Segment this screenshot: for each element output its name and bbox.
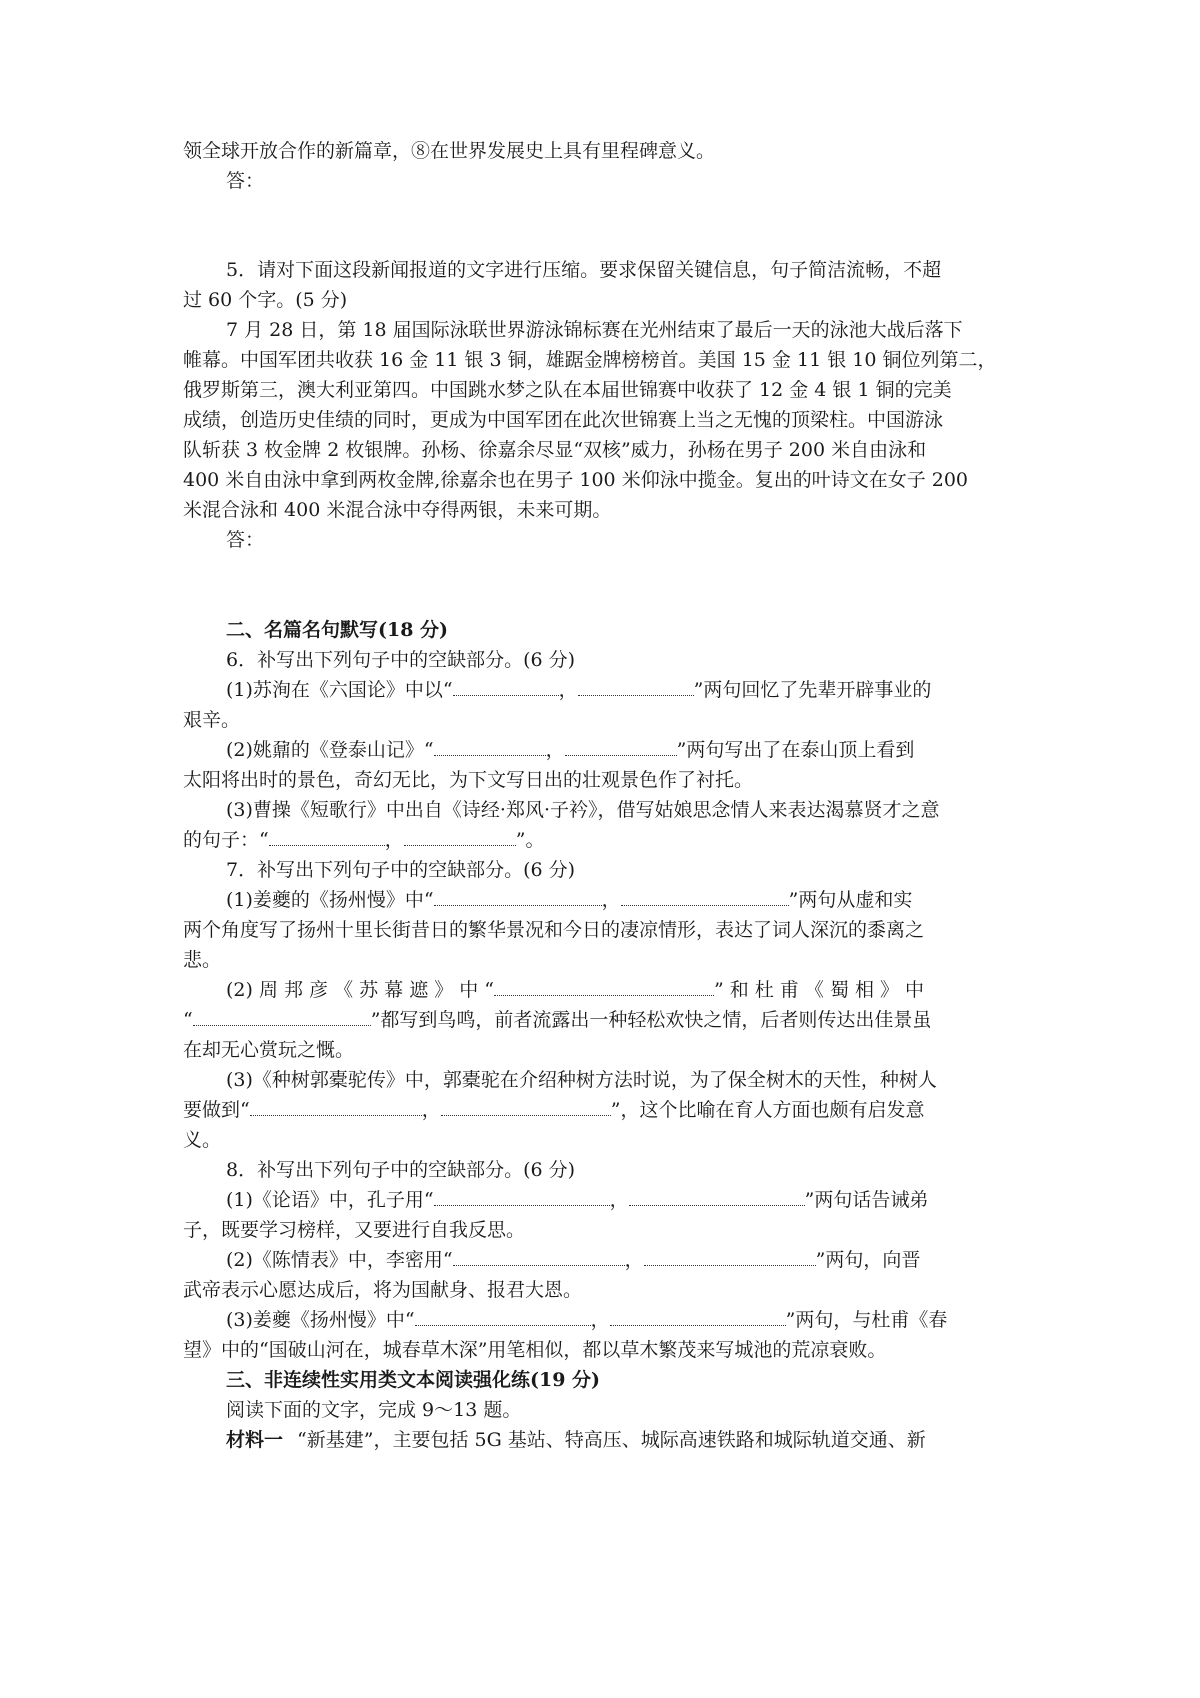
- q7-item-2-cont: “ ”都写到鸟鸣，前者流露出一种轻松欢快之情，后者则传达出佳景虽: [183, 1003, 931, 1038]
- answer-blank[interactable]: [629, 1183, 805, 1206]
- question-5-prompt: 5．请对下面这段新闻报道的文字进行压缩。要求保留关键信息，句子简洁流畅，不超: [226, 259, 942, 281]
- q7-item-1-cont: 两个角度写了扬州十里长街昔日的繁华景况和今日的凄凉情形，表达了词人深沉的黍离之: [183, 919, 925, 941]
- q6-item-3: (3)曹操《短歌行》中出自《诗经·郑风·子衿》，借写姑娘思念情人来表达渴慕贤才之意: [226, 799, 940, 821]
- q8-item-1-cont: 子，既要学习榜样，又要进行自我反思。: [183, 1219, 526, 1241]
- answer-blank[interactable]: [610, 1303, 786, 1326]
- material-label: 材料一: [226, 1429, 284, 1451]
- q6-item-2-cont: 太阳将出时的景色，奇幻无比，为下文写日出的壮观景色作了衬托。: [183, 769, 754, 791]
- q7-item-3-cont: 要做到“ ， ”，这个比喻在育人方面也颇有启发意: [183, 1093, 924, 1128]
- news-paragraph-line: 400 米自由泳中拿到两枚金牌,徐嘉余也在男子 100 米仰泳中揽金。复出的叶诗文在女子 200: [183, 469, 968, 491]
- answer-blank[interactable]: [404, 823, 516, 846]
- answer-blank[interactable]: [434, 1183, 610, 1206]
- answer-blank[interactable]: [250, 1093, 422, 1116]
- answer-blank[interactable]: [621, 883, 789, 906]
- news-paragraph-line: 米混合泳和 400 米混合泳中夺得两银，未来可期。: [183, 499, 612, 521]
- answer-blank[interactable]: [578, 673, 694, 696]
- q8-item-2-cont: 武帝表示心愿达成后，将为国献身、报君大恩。: [183, 1279, 583, 1301]
- section-3-heading: 三、非连续性实用类文本阅读强化练(19 分): [226, 1369, 601, 1391]
- answer-blank[interactable]: [453, 673, 559, 696]
- answer-blank[interactable]: [434, 883, 602, 906]
- answer-label: 答：: [226, 170, 265, 192]
- news-paragraph-line: 成绩，创造历史佳绩的同时，更成为中国军团在此次世锦赛上当之无愧的顶梁柱。中国游泳: [183, 409, 944, 431]
- question-6-prompt: 6．补写出下列句子中的空缺部分。(6 分): [226, 649, 576, 671]
- question-8-prompt: 8．补写出下列句子中的空缺部分。(6 分): [226, 1159, 576, 1181]
- q6-item-1: (1)苏洵在《六国论》中以“ ， ”两句回忆了先辈开辟事业的: [226, 673, 931, 708]
- answer-blank[interactable]: [644, 1243, 816, 1266]
- q7-item-1: (1)姜夔的《扬州慢》中“ ， ”两句从虚和实: [226, 883, 912, 918]
- q7-item-1-cont: 悲。: [183, 949, 222, 971]
- answer-blank[interactable]: [453, 1243, 625, 1266]
- answer-label: 答：: [226, 529, 265, 551]
- material-1-line: 材料一 “新基建”，主要包括 5G 基站、特高压、城际高速铁路和城际轨道交通、新: [226, 1429, 926, 1451]
- q7-item-2-cont: 在却无心赏玩之慨。: [183, 1039, 355, 1061]
- q7-item-2: (2) 周 邦 彦 《 苏 幕 遮 》 中 “ ” 和 杜 甫 《 蜀 相 》 中: [226, 973, 924, 1008]
- news-paragraph-line: 队斩获 3 枚金牌 2 枚银牌。孙杨、徐嘉余尽显“双核”威力，孙杨在男子 200 米自由泳和: [183, 439, 927, 461]
- answer-blank[interactable]: [415, 1303, 591, 1326]
- q6-item-2: (2)姚鼐的《登泰山记》“ ， ”两句写出了在泰山顶上看到: [226, 733, 914, 768]
- answer-blank[interactable]: [565, 733, 677, 756]
- q7-item-3-cont: 义。: [183, 1129, 222, 1151]
- section-3-instruction: 阅读下面的文字，完成 9～13 题。: [226, 1399, 522, 1421]
- text-line: 领全球开放合作的新篇章，⑧在世界发展史上具有里程碑意义。: [183, 140, 716, 162]
- answer-blank[interactable]: [494, 973, 714, 996]
- question-5-prompt-cont: 过 60 个字。(5 分): [183, 289, 348, 311]
- answer-blank[interactable]: [441, 1093, 611, 1116]
- q8-item-2: (2)《陈情表》中，李密用“ ， ”两句，向晋: [226, 1243, 920, 1278]
- section-2-heading: 二、名篇名句默写(18 分): [226, 619, 449, 641]
- answer-blank[interactable]: [193, 1003, 371, 1026]
- q6-item-1-cont: 艰辛。: [183, 709, 241, 731]
- question-7-prompt: 7．补写出下列句子中的空缺部分。(6 分): [226, 859, 576, 881]
- q8-item-1: (1)《论语》中，孔子用“ ， ”两句话告诫弟: [226, 1183, 928, 1218]
- news-paragraph-line: 俄罗斯第三，澳大利亚第四。中国跳水梦之队在本届世锦赛中收获了 12 金 4 银 1 铜的完美: [183, 379, 952, 401]
- news-paragraph-line: 帷幕。中国军团共收获 16 金 11 银 3 铜，雄踞金牌榜榜首。美国 15 金 11 银 10 铜位列第二，: [183, 349, 997, 371]
- answer-blank[interactable]: [434, 733, 546, 756]
- q6-item-3-cont: 的句子：“ ， ”。: [183, 823, 544, 858]
- q8-item-3-cont: 望》中的“国破山河在，城春草木深”用笔相似，都以草木繁茂来写城池的荒凉衰败。: [183, 1339, 887, 1361]
- news-paragraph-line: 7 月 28 日，第 18 届国际泳联世界游泳锦标赛在光州结束了最后一天的泳池大战后落下: [226, 319, 963, 341]
- q8-item-3: (3)姜夔《扬州慢》中“ ， ”两句，与杜甫《春: [226, 1303, 947, 1338]
- answer-blank[interactable]: [269, 823, 385, 846]
- q7-item-3: (3)《种树郭橐驼传》中，郭橐驼在介绍种树方法时说，为了保全树木的天性，种树人: [226, 1069, 937, 1091]
